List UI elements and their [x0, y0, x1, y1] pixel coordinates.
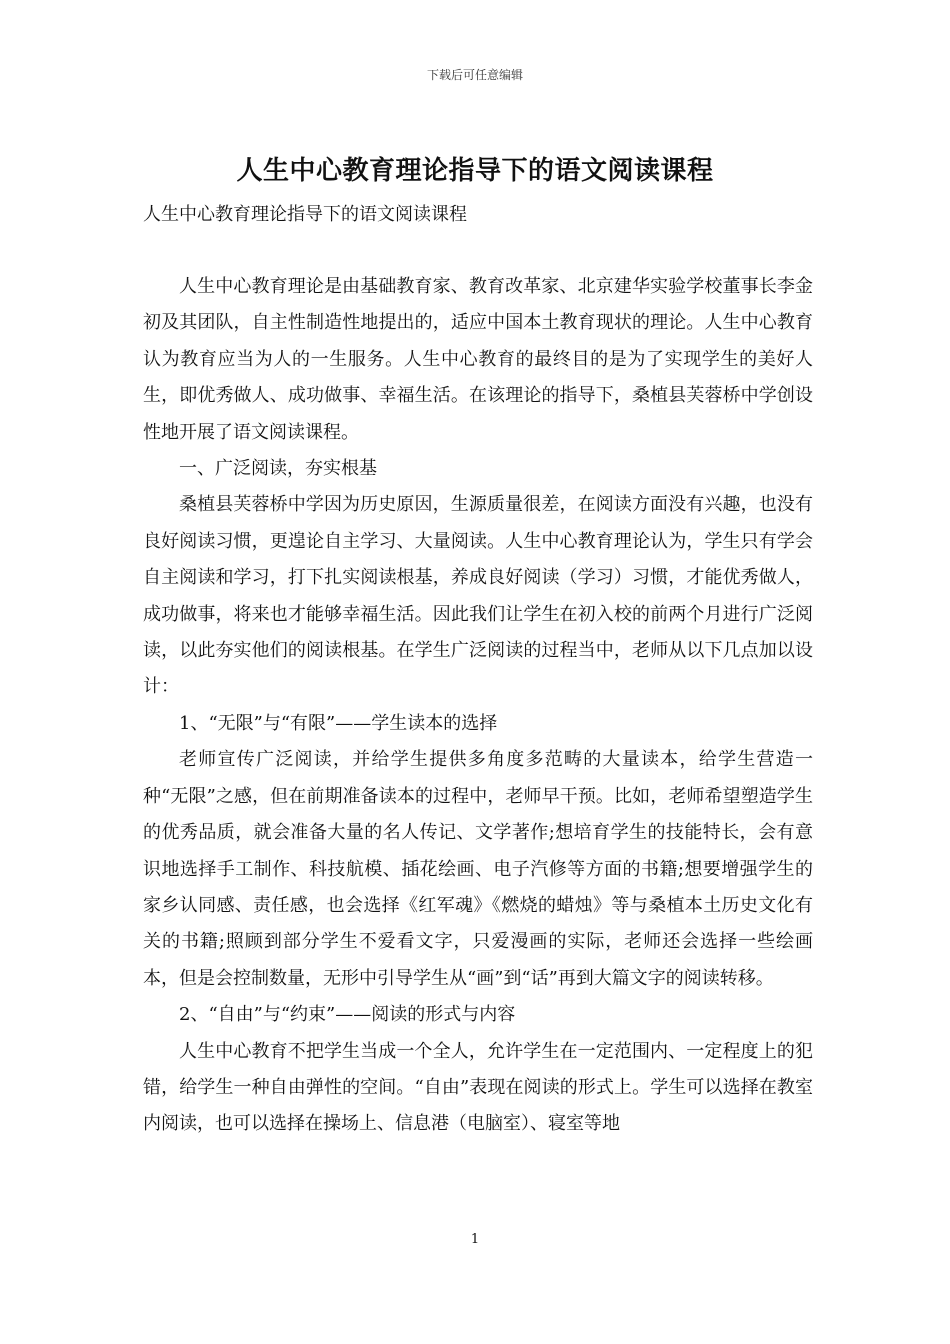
document-body [143, 269, 813, 1143]
document-title: 人生中心教育理论指导下的语文阅读课程 [236, 156, 714, 186]
page-header-note: 下载后可任意编辑 [426, 68, 523, 82]
document-subtitle: 人生中心教育理论指导下的语文阅读课程 [143, 204, 467, 225]
body-paragraph: 人生中心教育不把学生当成一个全人，允许学生在一定范围内、一定程度上的犯错，给学生一种自由弹性的空间。“自由”表现在阅读的形式上。学生可以选择在教室内阅读，也可以选择在操场上、信息港（电脑室）、寝室等地 [143, 1040, 813, 1135]
subsection-heading-2: 2、“自由”与“约束”——阅读的形式与内容 [179, 1004, 516, 1026]
page-number: 1 [470, 1232, 480, 1247]
body-paragraph: 桑植县芙蓉桥中学因为历史原因，生源质量很差，在阅读方面没有兴趣，也没有良好阅读习惯，更遑论自主学习、大量阅读。人生中心教育理论认为，学生只有学会自主阅读和学习，打下扎实阅读根基，养成良好阅读（学习）习惯，才能优秀做人，成功做事，将来也才能够幸福生活。因此我们让学生在初入校的前两个月进行广泛阅读，以此夯实他们的阅读根基。在学生广泛阅读的过程当中，老师从以下几点加以设计： [143, 494, 813, 698]
subsection-heading-1: 1、“无限”与“有限”——学生读本的选择 [179, 712, 498, 734]
body-paragraph: 老师宣传广泛阅读，并给学生提供多角度多范畴的大量读本，给学生营造一种“无限”之感，但在前期准备读本的过程中，老师早干预。比如，老师希望塑造学生的优秀品质，就会准备大量的名人传记、文学著作;想培育学生的技能特长，会有意识地选择手工制作、科技航模、插花绘画、电子汽修等方面的书籍;想要增强学生的家乡认同感、责任感，也会选择《红军魂》《燃烧的蜡烛》等与桑植本土历史文化有关的书籍;照顾到部分学生不爱看文字，只爱漫画的实际，老师还会选择一些绘画本，但是会控制数量，无形中引导学生从“画”到“话”再到大篇文字的阅读转移。 [143, 749, 813, 989]
section-heading-1: 一、广泛阅读，夯实根基 [179, 458, 377, 480]
intro-paragraph: 人生中心教育理论是由基础教育家、教育改革家、北京建华实验学校董事长李金初及其团队，自主性制造性地提出的，适应中国本土教育现状的理论。人生中心教育认为教育应当为人的一生服务。人生中心教育的最终目的是为了实现学生的美好人生，即优秀做人、成功做事、幸福生活。在该理论的指导下，桑植县芙蓉桥中学创设性地开展了语文阅读课程。 [143, 276, 813, 443]
